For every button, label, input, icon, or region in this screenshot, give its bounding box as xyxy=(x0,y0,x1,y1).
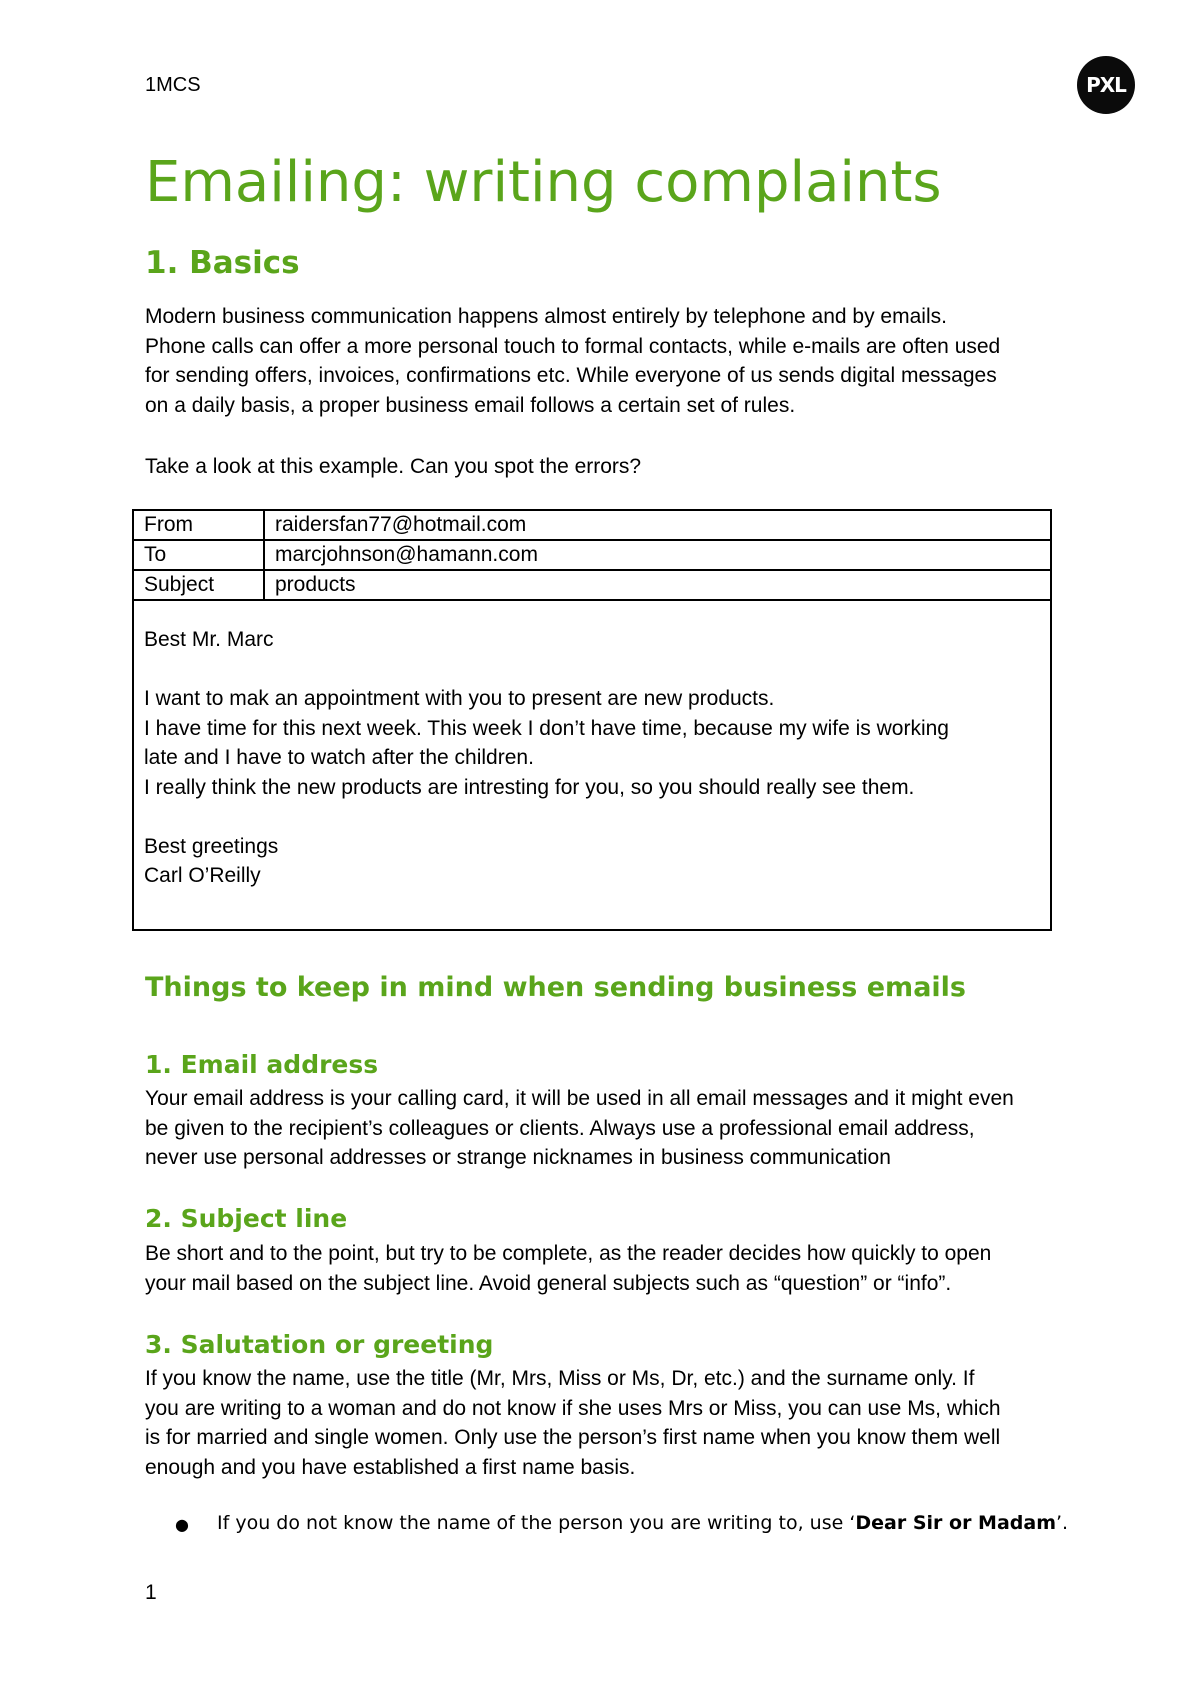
email-address-paragraph xyxy=(145,1084,1065,1173)
text-line: Your email address is your calling card, it will be used in all email messages and it might even xyxy=(145,1087,1014,1110)
text-line: never use personal addresses or strange nicknames in business communication xyxy=(145,1146,891,1169)
page-title: Emailing: writing complaints xyxy=(145,150,942,215)
email-body-line: I really think the new products are intresting for you, so you should really see them. xyxy=(144,775,915,799)
basics-prompt: Take a look at this example. Can you spot the errors? xyxy=(145,455,642,478)
to-value: marcjohnson@hamann.com xyxy=(264,540,1050,570)
text-line: is for married and single women. Only use the person’s first name when you know them well xyxy=(145,1426,1001,1449)
text-line: If you know the name, use the title (Mr, Mrs, Miss or Ms, Dr, etc.) and the surname only. If xyxy=(145,1367,975,1390)
course-code: 1MCS xyxy=(145,74,201,96)
email-body-line: I have time for this next week. This week I don’t have time, because my wife is working xyxy=(144,716,949,740)
page-number: 1 xyxy=(145,1581,157,1604)
salutation-heading: 3. Salutation or greeting xyxy=(145,1330,494,1359)
subject-label: Subject xyxy=(134,570,264,600)
text-line: you are writing to a woman and do not know if she uses Mrs or Miss, you can use Ms, which xyxy=(145,1396,1001,1420)
salutation-paragraph xyxy=(145,1364,1065,1482)
email-body-line: late and I have to watch after the children. xyxy=(144,746,534,769)
basics-paragraph xyxy=(145,302,1065,420)
to-label: To xyxy=(134,540,264,570)
email-body-line: I want to mak an appointment with you to present are new products. xyxy=(144,687,775,710)
table-row xyxy=(134,511,1050,540)
from-value: raidersfan77@hotmail.com xyxy=(264,511,1050,540)
email-example xyxy=(132,509,1052,931)
email-body xyxy=(134,601,1050,891)
text-line: your mail based on the subject line. Avoid general subjects such as “question” or “info”. xyxy=(145,1271,952,1295)
section-heading-basics: 1. Basics xyxy=(145,245,300,281)
email-address-heading: 1. Email address xyxy=(145,1050,379,1079)
text-line: Be short and to the point, but try to be complete, as the reader decides how quickly to open xyxy=(145,1242,992,1265)
text-line: be given to the recipient’s colleagues or clients. Always use a professional email address, xyxy=(145,1116,975,1140)
bullet-bold-text: Dear Sir or Madam xyxy=(855,1512,1057,1534)
email-signature: Carl O’Reilly xyxy=(144,864,261,887)
tips-heading: Things to keep in mind when sending business emails xyxy=(145,972,966,1003)
text-line: for sending offers, invoices, confirmations etc. While everyone of us sends digital messages xyxy=(145,364,997,387)
text-line: on a daily basis, a proper business email follows a certain set of rules. xyxy=(145,393,796,417)
table-row xyxy=(134,540,1050,570)
text-line: enough and you have established a first name basis. xyxy=(145,1455,636,1479)
text-line: Phone calls can offer a more personal touch to formal contacts, while e-mails are often used xyxy=(145,334,1001,358)
subject-value: products xyxy=(264,570,1050,600)
email-closing: Best greetings xyxy=(144,834,279,858)
pxl-logo: PXL xyxy=(1077,56,1135,114)
bullet-text: If you do not know the name of the person you are writing to, use ‘Dear Sir or Madam’. xyxy=(217,1512,1069,1534)
list-item xyxy=(175,1512,1068,1538)
bullet-icon: ● xyxy=(175,1515,189,1534)
subject-line-heading: 2. Subject line xyxy=(145,1204,348,1233)
table-row xyxy=(134,570,1050,600)
email-greeting: Best Mr. Marc xyxy=(144,628,274,651)
email-header-table xyxy=(134,511,1050,601)
text-line: Modern business communication happens almost entirely by telephone and by emails. xyxy=(145,305,947,328)
from-label: From xyxy=(134,511,264,540)
subject-line-paragraph xyxy=(145,1239,1065,1298)
